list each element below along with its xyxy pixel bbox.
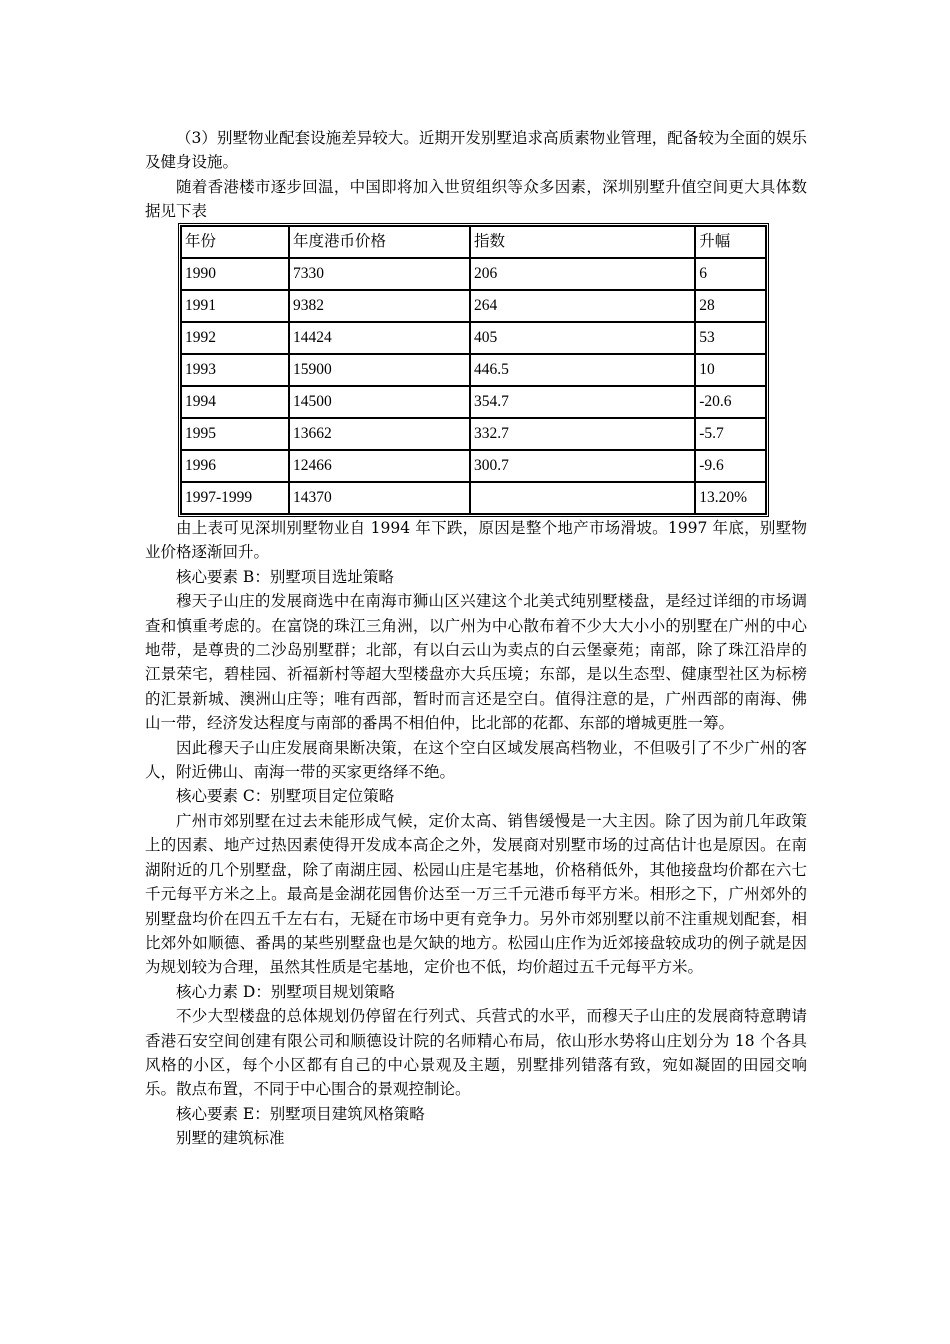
table-row — [181, 482, 766, 514]
table-row — [181, 322, 766, 354]
table-row — [181, 354, 766, 386]
increase-cell: 53 — [695, 322, 766, 354]
increase-cell: -5.7 — [695, 418, 766, 450]
hkd-price-cell: 15900 — [289, 354, 470, 386]
hkd-price-cell: 13662 — [289, 418, 470, 450]
paragraph-table-summary: 由上表可见深圳别墅物业自 1994 年下跌，原因是整个地产市场滑坡。1997 年底，别墅物业价格逐渐回升。 — [145, 519, 807, 562]
price-table — [178, 223, 769, 517]
table-row — [181, 418, 766, 450]
year-cell: 1991 — [181, 290, 289, 322]
header-year: 年份 — [181, 226, 289, 258]
year-cell: 1996 — [181, 450, 289, 482]
table-row — [181, 386, 766, 418]
year-cell: 1992 — [181, 322, 289, 354]
increase-cell: -9.6 — [695, 450, 766, 482]
index-cell: 405 — [470, 322, 695, 354]
heading-element-e: 核心要素 E：别墅项目建筑风格策略 — [176, 1104, 425, 1123]
increase-cell: 28 — [695, 290, 766, 322]
paragraph-positioning: 广州市郊别墅在过去未能形成气候，定价太高、销售缓慢是一大主因。除了因为前几年政策上的因素、地产过热因素使得开发成本高企之外，发展商对别墅市场的过高估计也是原因。在南湖附近的几个别墅盘，除了南湖庄园、松园山庄是宅基地，价格稍低外，其他接盘均价都在六七千元每平方米之上。最高是金湖花园售价达至一万三千元港币每平方米。相形之下，广州郊外的别墅盘均价在四五千左右右，无疑在市场中更有竞争力。另外市郊别墅以前不注重规划配套，相比郊外如顺德、番禺的某些别墅盘也是欠缺的地方。松园山庄作为近郊接盘较成功的例子就是因为规划较为合理，虽然其性质是宅基地，定价也不低，均价超过五千元每平方米。 — [145, 811, 807, 977]
index-cell: 206 — [470, 258, 695, 290]
paragraph-site-decision: 因此穆天子山庄发展商果断决策，在这个空白区域发展高档物业，不但吸引了不少广州的客人，附近佛山、南海一带的买家更络绎不绝。 — [145, 738, 807, 782]
year-cell: 1994 — [181, 386, 289, 418]
year-cell: 1993 — [181, 354, 289, 386]
heading-element-b: 核心要素 B：别墅项目选址策略 — [176, 567, 394, 586]
hkd-price-cell: 7330 — [289, 258, 470, 290]
subheading-building-standard: 别墅的建筑标准 — [176, 1129, 285, 1148]
heading-element-c: 核心要素 C：别墅项目定位策略 — [176, 787, 395, 806]
table-header-row — [181, 226, 766, 258]
increase-cell: 13.20% — [695, 482, 766, 514]
index-cell — [470, 482, 695, 514]
index-cell: 354.7 — [470, 386, 695, 418]
hkd-price-cell: 9382 — [289, 290, 470, 322]
paragraph-site-selection: 穆天子山庄的发展商选中在南海市狮山区兴建这个北美式纯别墅楼盘，是经过详细的市场调查和慎重考虑的。在富饶的珠江三角洲，以广州为中心散布着不少大大小小的别墅在广州的中心地带，是尊贵的二沙岛别墅群；北部，有以白云山为卖点的白云堡豪苑；南部，除了珠江沿岸的江景荣宅，碧桂园、祈福新村等超大型楼盘亦大兵压境；东部，是以生态型、健康型社区为标榜的汇景新城、澳洲山庄等；唯有西部，暂时而言还是空白。值得注意的是，广州西部的南海、佛山一带，经济发达程度与南部的番禺不相伯仲，比北部的花都、东部的增城更胜一筹。 — [145, 592, 807, 733]
increase-cell: 6 — [695, 258, 766, 290]
header-index: 指数 — [470, 226, 695, 258]
increase-cell: 10 — [695, 354, 766, 386]
paragraph-planning: 不少大型楼盘的总体规划仍停留在行列式、兵营式的水平，而穆天子山庄的发展商特意聘请香港石安空间创建有限公司和顺德设计院的名师精心布局，依山形水势将山庄划分为 18 个各具风格的小区，每个小区都有自己的中心景观及主题，别墅排列错落有致，宛如凝固的田园交响乐。散点布置，不同于中心围合的景观控制论。 — [145, 1007, 807, 1099]
paragraph-price-outlook: 随着香港楼市逐步回温，中国即将加入世贸组织等众多因素，深圳别墅升值空间更大具体数据见下表 — [145, 177, 807, 221]
table-row — [181, 290, 766, 322]
header-hkd-price: 年度港币价格 — [289, 226, 470, 258]
year-cell: 1997-1999 — [181, 482, 289, 514]
index-cell: 332.7 — [470, 418, 695, 450]
hkd-price-cell: 12466 — [289, 450, 470, 482]
index-cell: 446.5 — [470, 354, 695, 386]
paragraph-facilities: （3）别墅物业配套设施差异较大。近期开发别墅追求高质素物业管理，配备较为全面的娱乐及健身设施。 — [145, 129, 807, 172]
index-cell: 300.7 — [470, 450, 695, 482]
year-cell: 1995 — [181, 418, 289, 450]
body-section — [145, 516, 807, 1151]
increase-cell: -20.6 — [695, 386, 766, 418]
table-row — [181, 258, 766, 290]
hkd-price-cell: 14424 — [289, 322, 470, 354]
header-increase: 升幅 — [695, 226, 766, 258]
table-row — [181, 450, 766, 482]
hkd-price-cell: 14500 — [289, 386, 470, 418]
index-cell: 264 — [470, 290, 695, 322]
intro-section — [145, 126, 807, 224]
heading-element-d: 核心力素 D：别墅项目规划策略 — [176, 982, 395, 1001]
hkd-price-cell: 14370 — [289, 482, 470, 514]
year-cell: 1990 — [181, 258, 289, 290]
